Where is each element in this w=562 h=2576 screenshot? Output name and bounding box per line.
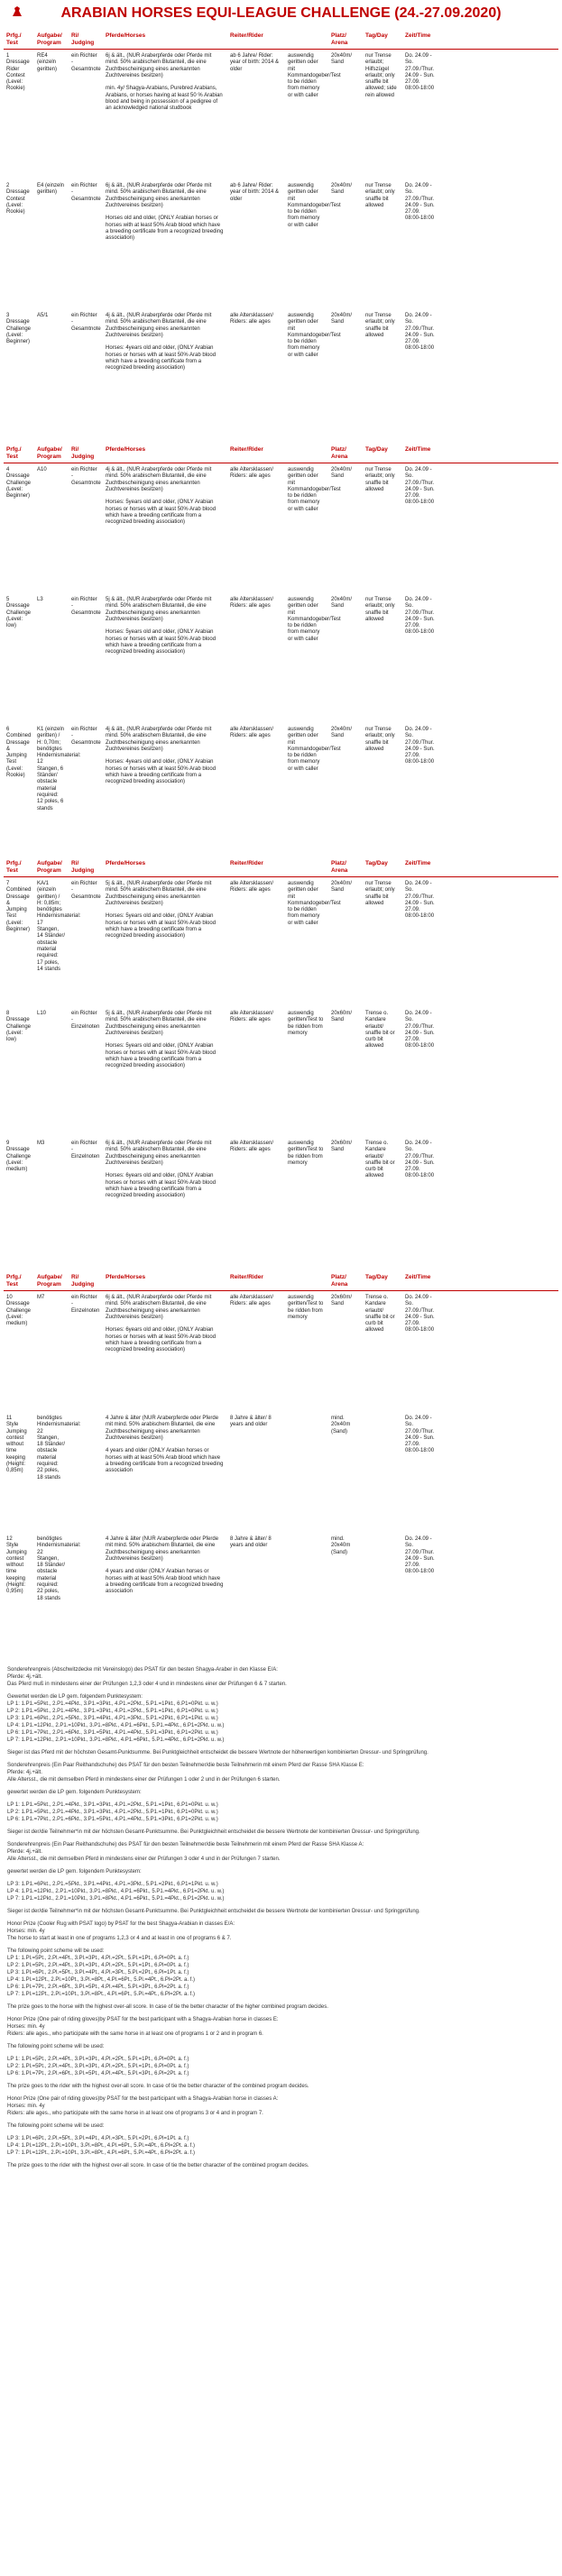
horse-logo-icon — [11, 5, 23, 18]
schedule-section-4 — [0, 1272, 562, 1654]
header-cell — [285, 32, 328, 47]
table-row — [4, 50, 558, 179]
table-row — [4, 1412, 558, 1533]
header-cell: Ri/ Judging — [71, 32, 95, 46]
cell-arena: auswendig geritten oder mit Kommandogeber/Test to be ridden from memory or with caller — [288, 183, 341, 228]
header-cell: Platz/ Arena — [331, 32, 348, 46]
note-paragraph: Sonderehrenpreis (Abschwitzdecke mit Vereinslogo) des PSAT für den besten Shagya-Araber in den Klasse E/A: Pferde: 4j.+ält. Das Pferd muß in mindestens einer der Prüfungen 1,2,3 oder 4 und in mindestens einer der Prüfungen 6 & 7 starten. — [7, 1667, 287, 1687]
table-row — [4, 1533, 558, 1654]
cell-place: 20x40m/ Sand — [331, 467, 353, 480]
cell-date-time: Do. 24.09 - So. 27.09./Thur. 24.09 - Sun. 27.09. 08:00-18:00 — [405, 1295, 435, 1334]
cell-judging — [69, 1416, 103, 1533]
header-cell: Reiter/Rider — [230, 1274, 263, 1280]
cell-date-time: Do. 24.09 - So. 27.09./Thur. 24.09 - Sun. 27.09. 08:00-18:00 — [405, 313, 435, 352]
cell-date-time: Do. 24.09 - So. 27.09./Thur. 24.09 - Sun. 27.09. 08:00-18:00 — [405, 467, 435, 506]
cell-program: M3 — [37, 1141, 45, 1146]
cell-date-time: Do. 24.09 - So. 27.09./Thur. 24.09 - Sun. 27.09. 08:00-18:00 — [405, 597, 435, 636]
note-paragraph: Honor Prize (One pair of riding gloves)by PSAT for the best participant with a Shagya-Arabian horse in classes E: Horses: min. 4y Riders: alle ages., who participate with the same horse in at least one of programs 1 or 2 and in program 6. — [7, 2017, 279, 2037]
cell-bit: nur Trense erlaubt; only snaffle bit allowed — [365, 597, 395, 622]
cell-place: 20x40m/ Sand — [331, 597, 353, 610]
cell-test: 1 Dressage Rider Contest (Level: Rookie) — [6, 53, 30, 92]
cell-program: A10 — [37, 467, 47, 472]
cell-horses: 6j & ält., (NUR Araberpferde oder Pferde mit mind. 50% arabischem Blutanteil, die eine Zuchtbescheinigung eines anerkannten Zuchtvereines besitzen) Horses: 6years old and older, (ONLY Arabian horses or horses with at least 50% Arab blood which have a breeding certificate from a recognized breeding association) — [106, 1295, 217, 1353]
cell-arena — [285, 1416, 328, 1533]
cell-test: 7 Combined Dressage & Jumping Test (Level: Beginner) — [6, 881, 32, 933]
cell-arena: auswendig geritten oder mit Kommandogeber/Test to be ridden from memory or with caller — [288, 881, 341, 926]
cell-place: 20x40m/ Sand — [331, 727, 353, 739]
cell-judging: ein Richter - Gesamtnote — [71, 183, 101, 202]
cell-bit: Trense o. Kandare erlaubt/ snaffle bit or curb bit allowed — [365, 1011, 395, 1050]
note-paragraph: gewertet werden die LP gem. folgendem Punktesystem: — [7, 1790, 142, 1795]
cell-test: 2 Dressage Contest (Level: Rookie) — [6, 183, 30, 215]
cell-arena: auswendig geritten/Test to be ridden from memory — [288, 1011, 324, 1036]
header-cell: Tag/Day — [365, 446, 388, 453]
cell-bit: nur Trense erlaubt; only snaffle bit allowed — [365, 881, 395, 906]
cell-arena: auswendig geritten oder mit Kommandogeber/Test to be ridden from memory or with caller — [288, 53, 341, 98]
cell-judging: ein Richter - Gesamtnote — [71, 313, 101, 332]
cell-rider: alle Altersklassen/ Riders: alle ages — [230, 467, 274, 480]
prize-notes — [7, 1666, 555, 2169]
cell-date-time: Do. 24.09 - So. 27.09./Thur. 24.09 - Sun. 27.09. 08:00-18:00 — [405, 183, 435, 222]
cell-rider: alle Altersklassen/ Riders: alle ages — [230, 597, 274, 610]
header-cell: Aufgabe/ Program — [37, 1274, 62, 1288]
header-cell: Reiter/Rider — [230, 860, 263, 866]
cell-horses: 5j & ält., (NUR Araberpferde oder Pferde mit mind. 50% arabischem Blutanteil, die eine Zuchtbescheinigung eines anerkannten Zuchtvereines besitzen) Horses: 5years old and older, (ONLY Arabian horses or horses with at least 50% Arab blood which have a breeding certificate from a recognized breeding association) — [106, 597, 217, 655]
note-paragraph: Sieger ist der/die Teilnehmer*in mit der höchsten Gesamt-Punktsumme. Bei Punktgleichheit entscheidet die bessere Wertnote der kombinierten Dressur- und Springprüfung. — [7, 1909, 420, 1914]
header-cell: Ri/ Judging — [71, 860, 95, 874]
cell-test: 3 Dressage Challenge (Level: Beginner) — [6, 313, 32, 345]
header-cell: Ri/ Judging — [71, 1274, 95, 1288]
header-cell: Reiter/Rider — [230, 32, 263, 39]
header-cell: Tag/Day — [365, 860, 388, 866]
cell-bit — [363, 1536, 402, 1654]
table-header — [4, 31, 558, 50]
header-cell: Prfg./ Test — [6, 446, 22, 460]
cell-test: 8 Dressage Challenge (Level: low) — [6, 1011, 32, 1043]
cell-horses: 4 Jahre & älter (NUR Araberpferde oder Pferde mit mind. 50% arabischem Blutanteil, die eine Zuchtbescheinigung eines anerkannten Zuchtvereines besitzen) 4 years and older (ONLY Arabian horses or horses with at least 50% Arab blood which have a breeding certificate from a recognized breeding association — [106, 1416, 224, 1474]
cell-bit — [363, 1416, 402, 1533]
schedule-section-3 — [0, 858, 562, 1267]
cell-rider: alle Altersklassen/ Riders: alle ages — [230, 727, 274, 739]
note-paragraph: Gewertet werden die LP gem. folgendem Punktesystem: LP 1: 1.P1.=5Pkt., 2.P1.=4Pkt., 3.P1.=3Pkt., 4.P1.=2Pkt., 5.P1.=1Pkt., 6.P1=0Pkt. u. w.) LP 2: 1.P1.=5Pkt., 2.P1.=4Pkt., 3.P1.=3Pkt., 4.P1.=2Pkt., 5.P1.=1Pkt., 6.P1=0Pkt. u. w.) LP 3: 1.P1.=6Pkt., 2.P1.=5Pkt., 3.P1.=4Pkt., 4.P1.=3Pkt., 5.P1.=2Pkt., 6.P1=1Pkt. u. w.) LP 4: 1.P1.=12Pkt., 2.P1.=10Pkt., 3.P1.=8Pkt., 4.P1.=6Pkt., 5.P1.=4Pkt., 6.P1=2Pkt. u. w.) LP 6: 1.P1.=7Pkt., 2.P1.=6Pkt., 3.P1.=5Pkt., 4.P1.=4Pkt., 5.P1.=3Pkt., 6.P1=2Pkt. u. w.) LP 7: 1.P1.=12Pkt., 2.P1.=10Pkt., 3.P1.=8Pkt., 4.P1.=6Pkt., 5.P1.=4Pkt., 6.P1=2Pkt. u. w.) — [7, 1694, 225, 1743]
cell-bit: Trense o. Kandare erlaubt/ snaffle bit or curb bit allowed — [365, 1295, 395, 1334]
cell-horses: 6j & ält., (NUR Araberpferde oder Pferde mit mind. 50% arabischem Blutanteil, die eine Zuchtbescheinigung eines anerkannten Zuchtvereines besitzen) min. 4y/ Shagya-Arabians, Purebred Arabians, Arabians, or horses having at least 50 % Arabian blood and being in possession of a pedigree of an acknowledged national studbook — [106, 53, 223, 112]
cell-horses: 4 Jahre & älter (NUR Araberpferde oder Pferde mit mind. 50% arabischem Blutanteil, die eine Zuchtbescheinigung eines anerkannten Zuchtvereines besitzen) 4 years and older (ONLY Arabian horses or horses with at least 50% Arab blood which have a breeding certificate from a recognized breeding association — [106, 1536, 224, 1595]
note-paragraph: Sieger ist der/die Teilnehmer*in mit der höchsten Gesamt-Punktsumme. Bei Punktgleichheit entscheidet die bessere Wertnote der kombinierten Dressur- und Springprüfung. — [7, 1829, 420, 1835]
table-row — [4, 1291, 558, 1412]
cell-program: K1 (einzeln geritten) / H: 0,70m; benötigtes Hindernismaterial: 12 Stangen, 6 Ständer/ obstacle material required: 12 poles, 6 stands — [37, 727, 81, 811]
table-row — [4, 877, 558, 1007]
cell-arena: auswendig geritten oder mit Kommandogeber/Test to be ridden from memory or with caller — [288, 597, 341, 642]
cell-place: 20x40m/ Sand — [331, 53, 353, 66]
cell-place: 20x40m/ Sand — [331, 183, 353, 196]
header-cell: Zeit/Time — [405, 32, 431, 39]
note-paragraph: Honor Prize (Cooler Rug with PSAT logo) by PSAT for the best Shagya-Arabian in classes E/A: Horses: min. 4y The horse to start at least in one of programs 1,2,3 or 4 and at least in one of programs 6 & 7. — [7, 1921, 235, 1941]
schedule-section-1 — [0, 31, 562, 439]
cell-date-time: Do. 24.09 - So. 27.09./Thur. 24.09 - Sun. 27.09. 08:00-18:00 — [405, 1011, 435, 1050]
table-header — [4, 858, 558, 877]
cell-horses: 4j & ält., (NUR Araberpferde oder Pferde mit mind. 50% arabischem Blutanteil, die eine Zuchtbescheinigung eines anerkannten Zuchtvereines besitzen) Horses: 4years old and older, (ONLY Arabian horses or horses with at least 50% Arab blood which have a breeding certificate from a recognized breeding association) — [106, 727, 217, 785]
table-row — [4, 1137, 558, 1267]
cell-program: A5/1 — [37, 313, 49, 318]
cell-horses: 5j & ält., (NUR Araberpferde oder Pferde mit mind. 50% arabischem Blutanteil, die eine Zuchtbescheinigung eines anerkannten Zuchtvereines besitzen) Horses: 5years old and older, (ONLY Arabian horses or horses with at least 50% Arab blood which have a breeding certificate from a recognized breeding association) — [106, 881, 217, 940]
note-paragraph: The following point scheme will be used: — [7, 2123, 105, 2129]
header-cell: Aufgabe/ Program — [37, 860, 62, 874]
note-paragraph: LP 3: 1.P1.=6Pkt., 2.P1.=5Pkt., 3.P1.=4Pkt., 4.P1.=3Pkt., 5.P1.=2Pkt., 6.P1=1Pkt. u. w.) LP 4: 1.P1.=12Pkt., 2.P1.=10Pkt., 3.P1.=8Pkt., 4.P1.=6Pkt., 5.P1.=4Pkt., 6.P1=2Pkt. u. w.) LP 7: 1.P1.=12Pkt., 2.P1.=10Pkt., 3.P1.=8Pkt., 4.P1.=6Pkt., 5.P1.=4Pkt., 6.P1=2Pkt. u. w.) — [7, 1882, 225, 1902]
cell-rider: 8 Jahre & älter/ 8 years and older — [230, 1416, 272, 1428]
cell-program: E4 (einzeln geritten) — [37, 183, 65, 196]
header-cell: Prfg./ Test — [6, 32, 22, 46]
note-paragraph: Sonderehrenpreis (Ein Paar Reithandschuhe) des PSAT für den besten Teilnehmer/die beste Teilnehmerin mit einem Pferd der Rasse SHA Klasse E: Pferde: 4j.+ält. Alle Altersst., die mit demselben Pferd in mindestens einer der Prüfungen 1 oder 2 und in der Prüfungen 6 starten. — [7, 1763, 364, 1783]
cell-test: 10 Dressage Challenge (Level: medium) — [6, 1295, 32, 1327]
cell-judging: ein Richter - Gesamtnote — [71, 727, 101, 746]
cell-horses: 6j & ält., (NUR Araberpferde oder Pferde mit mind. 50% arabischem Blutanteil, die eine Zuchtbescheinigung eines anerkannten Zuchtvereines besitzen) Horses old and older, (ONLY Arabian horses or horses with at least 50% Arab blood which have a breeding certificate from a recognized breeding association) — [106, 183, 224, 242]
cell-date-time: Do. 24.09 - So. 27.09./Thur. 24.09 - Sun. 27.09. 08:00-18:00 — [405, 53, 435, 92]
note-paragraph: The prize goes to the rider with the highest over-all score. In case of tie the better character of the combined program decides. — [7, 2163, 309, 2168]
note-paragraph: The following point scheme will be used: LP 1: 1.Pl.=5Pt., 2.Pl.=4Pt., 3.Pl.=3Pt., 4.Pl.=2Pt., 5.Pl.=1Pt., 6.Pl=0Pt. a. f.) LP 2: 1.Pl.=5Pt., 2.Pl.=4Pt., 3.Pl.=3Pt., 4.Pl.=2Pt., 5.Pl.=1Pt., 6.Pl=0Pt. a. f.) LP 3: 1.Pl.=6Pt., 2.Pl.=5Pt., 3.Pl.=4Pt., 4.Pl.=3Pt., 5.Pl.=2Pt., 6.Pl=1Pt. a. f.) LP 4: 1.Pl.=12Pt., 2.Pl.=10Pt., 3.Pl.=8Pt., 4.Pl.=6Pt., 5.Pl.=4Pt., 6.Pl=2Pt. a. f.) LP 6: 1.Pl.=7Pt., 2.Pl.=6Pt., 3.Pl.=5Pt., 4.Pl.=4Pt., 5.Pl.=3Pt., 6.Pl=2Pt. a. f.) LP 7: 1.Pl.=12Pt., 2.Pl.=10Pt., 3.Pl.=8Pt., 4.Pl.=6Pt., 5.Pl.=4Pt., 6.Pl=2Pt. a. f.) — [7, 1948, 196, 1997]
note-paragraph: The prize goes to the horse with the highest over-all score. In case of tie the better character of the higher combined program decides. — [7, 2004, 328, 2010]
note-paragraph: Sonderehrenpreis (Ein Paar Reithandschuhe) des PSAT für den besten Teilnehmer/die beste Teilnehmerin mit einem Pferd der Rasse SHA Klasse A: Pferde: 4j.+ält. Alle Altersst., die mit demselben Pferd in mindestens einer der Prüfungen 3 oder 4 und in der Prüfungen 7 starten. — [7, 1842, 364, 1862]
cell-bit: nur Trense erlaubt; Hilfszügel erlaubt; only snaffle bit allowed; side rein allowed — [365, 53, 397, 98]
cell-arena — [285, 1536, 328, 1654]
header-cell: Aufgabe/ Program — [37, 32, 62, 46]
cell-rider: alle Altersklassen/ Riders: alle ages — [230, 1295, 274, 1307]
cell-program: M7 — [37, 1295, 45, 1300]
header-cell: Aufgabe/ Program — [37, 446, 62, 460]
table-header — [4, 1272, 558, 1291]
cell-place: 20x60m/ Sand — [331, 1141, 353, 1153]
cell-arena: auswendig geritten oder mit Kommandogeber/Test to be ridden from memory or with caller — [288, 727, 341, 772]
note-paragraph: LP 1: 1.Pl.=5Pt., 2.Pl.=4Pt., 3.Pl.=3Pt., 4.Pl.=2Pt., 5.Pl.=1Pt., 6.Pl=0Pt. a. f.) LP 2: 1.Pl.=5Pt., 2.Pl.=4Pt., 3.Pl.=3Pt., 4.Pl.=2Pt., 5.Pl.=1Pt., 6.Pl=0Pt. a. f.) LP 6: 1.Pl.=7Pt., 2.Pl.=6Pt., 3.Pl.=5Pt., 4.Pl.=4Pt., 5.Pl.=3Pt., 6.Pl=2Pt. a. f.) — [7, 2057, 189, 2076]
header-cell: Pferde/Horses — [106, 860, 146, 866]
cell-arena: auswendig geritten/Test to be ridden from memory — [288, 1141, 324, 1166]
header-cell: Zeit/Time — [405, 1274, 431, 1280]
note-paragraph: Honor Prize (One pair of riding gloves)by PSAT for the best participant with a Shagya-Arabian horse in classes A: Horses: min. 4y Riders: alle ages., who participate with the same horse in at least one of programs 3 or 4 and in program 7. — [7, 2096, 279, 2116]
cell-place: 20x60m/ Sand — [331, 1011, 353, 1023]
cell-rider: alle Altersklassen/ Riders: alle ages — [230, 881, 274, 894]
cell-program: L10 — [37, 1011, 47, 1016]
cell-arena: auswendig geritten oder mit Kommandogeber/Test to be ridden from memory or with caller — [288, 313, 341, 358]
cell-date-time: Do. 24.09 - So. 27.09./Thur. 24.09 - Sun. 27.09. 08:00-18:00 — [405, 1141, 435, 1179]
header-cell: Ri/ Judging — [71, 446, 95, 460]
cell-arena: auswendig geritten/Test to be ridden from memory — [288, 1295, 324, 1320]
cell-rider: ab 6 Jahre/ Rider: year of birth: 2014 & older — [230, 53, 280, 72]
cell-horses: 4j & ält., (NUR Araberpferde oder Pferde mit mind. 50% arabischem Blutanteil, die eine Zuchtbescheinigung eines anerkannten Zuchtvereines besitzen) Horses: 4years old and older, (ONLY Arabian horses or horses with at least 50% Arab blood which have a breeding certificate from a recognized breeding association) — [106, 313, 217, 371]
cell-judging: ein Richter - Einzelnoten — [71, 1295, 100, 1314]
cell-judging — [69, 1536, 103, 1654]
table-row — [4, 179, 558, 309]
header-cell: Platz/ Arena — [331, 1274, 348, 1288]
note-paragraph: gewertet werden die LP gem. folgendem Punktesystem: — [7, 1869, 142, 1875]
cell-bit: nur Trense erlaubt; only snaffle bit allowed — [365, 467, 395, 492]
header-cell: Platz/ Arena — [331, 860, 348, 874]
cell-date-time: Do. 24.09 - So. 27.09./Thur. 24.09 - Sun. 27.09. 08:00-18:00 — [405, 1416, 435, 1454]
note-paragraph: LP 3: 1.Pl.=6Pt., 2.Pl.=5Pt., 3.Pl.=4Pt., 4.Pl.=3Pt., 5.Pl.=2Pt., 6.Pl=1Pt. a. f.) LP 4: 1.Pl.=12Pt., 2.Pl.=10Pt., 3.Pl.=8Pt., 4.Pl.=6Pt., 5.Pl.=4Pt., 6.Pl=2Pt. a. f.) LP 7: 1.Pl.=12Pt., 2.Pl.=10Pt., 3.Pl.=8Pt., 4.Pl.=6Pt., 5.Pl.=4Pt., 6.Pl=2Pt. a. f.) — [7, 2136, 196, 2156]
cell-horses: 5j & ält., (NUR Araberpferde oder Pferde mit mind. 50% arabischem Blutanteil, die eine Zuchtbescheinigung eines anerkannten Zuchtvereines besitzen) Horses: 5years old and older, (ONLY Arabian horses or horses with at least 50% Arab blood which have a breeding certificate from a recognized breeding association) — [106, 1011, 217, 1069]
cell-place: 20x40m/ Sand — [331, 881, 353, 894]
table-row — [4, 309, 558, 439]
note-paragraph: The prize goes to the rider with the highest over-all score. In case of tie the better character of the combined program decides. — [7, 2084, 309, 2089]
cell-judging: ein Richter - Einzelnoten — [71, 1011, 100, 1030]
note-paragraph: LP 1: 1.P1.=5Pkt., 2.P1.=4Pkt., 3.P1.=3Pkt., 4.P1.=2Pkt., 5.P1.=1Pkt., 6.P1=0Pkt. u. w.) LP 2: 1.P1.=5Pkt., 2.P1.=4Pkt., 3.P1.=3Pkt., 4.P1.=2Pkt., 5.P1.=1Pkt., 6.P1=0Pkt. u. w.) LP 6: 1.P1.=7Pkt., 2.P1.=6Pkt., 3.P1.=5Pkt., 4.P1.=4Pkt., 5.P1.=3Pkt., 6.P1=2Pkt. u. w.) — [7, 1802, 218, 1822]
cell-program: benötigtes Hindernismaterial: 22 Stangen, 18 Ständer/ obstacle material required: 22 poles, 18 stands — [37, 1536, 81, 1601]
cell-test: 11 Style Jumping contest without time keeping (Height: 0,85m) — [6, 1416, 27, 1474]
cell-judging: ein Richter - Gesamtnote — [71, 597, 101, 616]
header-cell: Zeit/Time — [405, 446, 431, 453]
table-row — [4, 593, 558, 723]
cell-test: 6 Combined Dressage & Jumping Test (Level: Rookie) — [6, 727, 32, 779]
header-cell: Zeit/Time — [405, 860, 431, 866]
cell-program: KA/1 (einzeln geritten) / H: 0,85m; benötigtes Hindernismaterial: 17 Stangen, 14 Ständer/ obstacle material required: 17 poles, 14 stands — [37, 881, 81, 972]
cell-judging: ein Richter - Gesamtnote — [71, 467, 101, 486]
note-paragraph: Sieger ist das Pferd mit der höchsten Gesamt-Punktsumme. Bei Punktgleichheit entscheidet die bessere Wertnote der höherwertigen kombinierten Dressur- und Springprüfung. — [7, 1750, 428, 1756]
header-cell: Platz/ Arena — [331, 446, 348, 460]
cell-rider: alle Altersklassen/ Riders: alle ages — [230, 1141, 274, 1153]
cell-date-time: Do. 24.09 - So. 27.09./Thur. 24.09 - Sun. 27.09. 08:00-18:00 — [405, 727, 435, 765]
cell-test: 12 Style Jumping contest without time keeping (Height: 0,95m) — [6, 1536, 27, 1595]
cell-judging: ein Richter - Gesamtnote — [71, 53, 101, 72]
cell-date-time: Do. 24.09 - So. 27.09./Thur. 24.09 - Sun. 27.09. 08:00-18:00 — [405, 881, 435, 920]
cell-rider: ab 6 Jahre/ Rider: year of birth: 2014 & older — [230, 183, 280, 202]
cell-bit: nur Trense erlaubt; only snaffle bit allowed — [365, 183, 395, 208]
header-cell: Pferde/Horses — [106, 1274, 146, 1280]
cell-judging: ein Richter - Einzelnoten — [71, 1141, 100, 1160]
cell-place: mind. 20x40m (Sand) — [331, 1536, 351, 1555]
page-title: ARABIAN HORSES EQUI-LEAGUE CHALLENGE (24.-27.09.2020) — [60, 5, 502, 21]
header-cell: Prfg./ Test — [6, 860, 22, 874]
schedule-section-2 — [0, 445, 562, 853]
header-cell — [285, 860, 328, 875]
cell-place: 20x60m/ Sand — [331, 1295, 353, 1307]
header-cell — [285, 1274, 328, 1288]
cell-program: benötigtes Hindernismaterial: 22 Stangen, 18 Ständer/ obstacle material required: 22 poles, 18 stands — [37, 1416, 81, 1481]
header-cell: Pferde/Horses — [106, 32, 146, 39]
header-cell — [285, 446, 328, 461]
table-row — [4, 1007, 558, 1137]
cell-rider: alle Altersklassen/ Riders: alle ages — [230, 313, 274, 325]
cell-date-time: Do. 24.09 - So. 27.09./Thur. 24.09 - Sun. 27.09. 08:00-18:00 — [405, 1536, 435, 1575]
cell-test: 5 Dressage Challenge (Level: low) — [6, 597, 32, 629]
cell-program: RE4 (einzeln geritten) — [37, 53, 58, 72]
header-cell: Prfg./ Test — [6, 1274, 22, 1288]
cell-test: 4 Dressage Challenge (Level: Beginner) — [6, 467, 32, 500]
header-cell: Tag/Day — [365, 1274, 388, 1280]
header-cell: Tag/Day — [365, 32, 388, 39]
cell-bit: nur Trense erlaubt; only snaffle bit allowed — [365, 727, 395, 752]
header-cell: Pferde/Horses — [106, 446, 146, 453]
cell-place: 20x40m/ Sand — [331, 313, 353, 325]
cell-arena: auswendig geritten oder mit Kommandogeber/Test to be ridden from memory or with caller — [288, 467, 341, 512]
cell-bit: nur Trense erlaubt; only snaffle bit allowed — [365, 313, 395, 338]
cell-rider: alle Altersklassen/ Riders: alle ages — [230, 1011, 274, 1023]
cell-program: L3 — [37, 597, 43, 602]
table-header — [4, 445, 558, 463]
cell-rider: 8 Jahre & älter/ 8 years and older — [230, 1536, 272, 1549]
table-row — [4, 463, 558, 593]
cell-horses: 6j & ält., (NUR Araberpferde oder Pferde mit mind. 50% arabischem Blutanteil, die eine Zuchtbescheinigung eines anerkannten Zuchtvereines besitzen) Horses: 6years old and older, (ONLY Arabian horses or horses with at least 50% Arab blood which have a breeding certificate from a recognized breeding association) — [106, 1141, 217, 1199]
cell-horses: 4j & ält., (NUR Araberpferde oder Pferde mit mind. 50% arabischem Blutanteil, die eine Zuchtbescheinigung eines anerkannten Zuchtvereines besitzen) Horses: 5years old and older, (ONLY Arabian horses or horses with at least 50% Arab blood which have a breeding certificate from a recognized breeding association) — [106, 467, 217, 526]
header-cell: Reiter/Rider — [230, 446, 263, 453]
table-row — [4, 723, 558, 853]
cell-test: 9 Dressage Challenge (Level: medium) — [6, 1141, 32, 1173]
note-paragraph: The following point scheme will be used: — [7, 2044, 105, 2049]
cell-judging: ein Richter - Gesamtnote — [71, 881, 101, 900]
cell-bit: Trense o. Kandare erlaubt/ snaffle bit or curb bit allowed — [365, 1141, 395, 1179]
cell-place: mind. 20x40m (Sand) — [331, 1416, 351, 1435]
